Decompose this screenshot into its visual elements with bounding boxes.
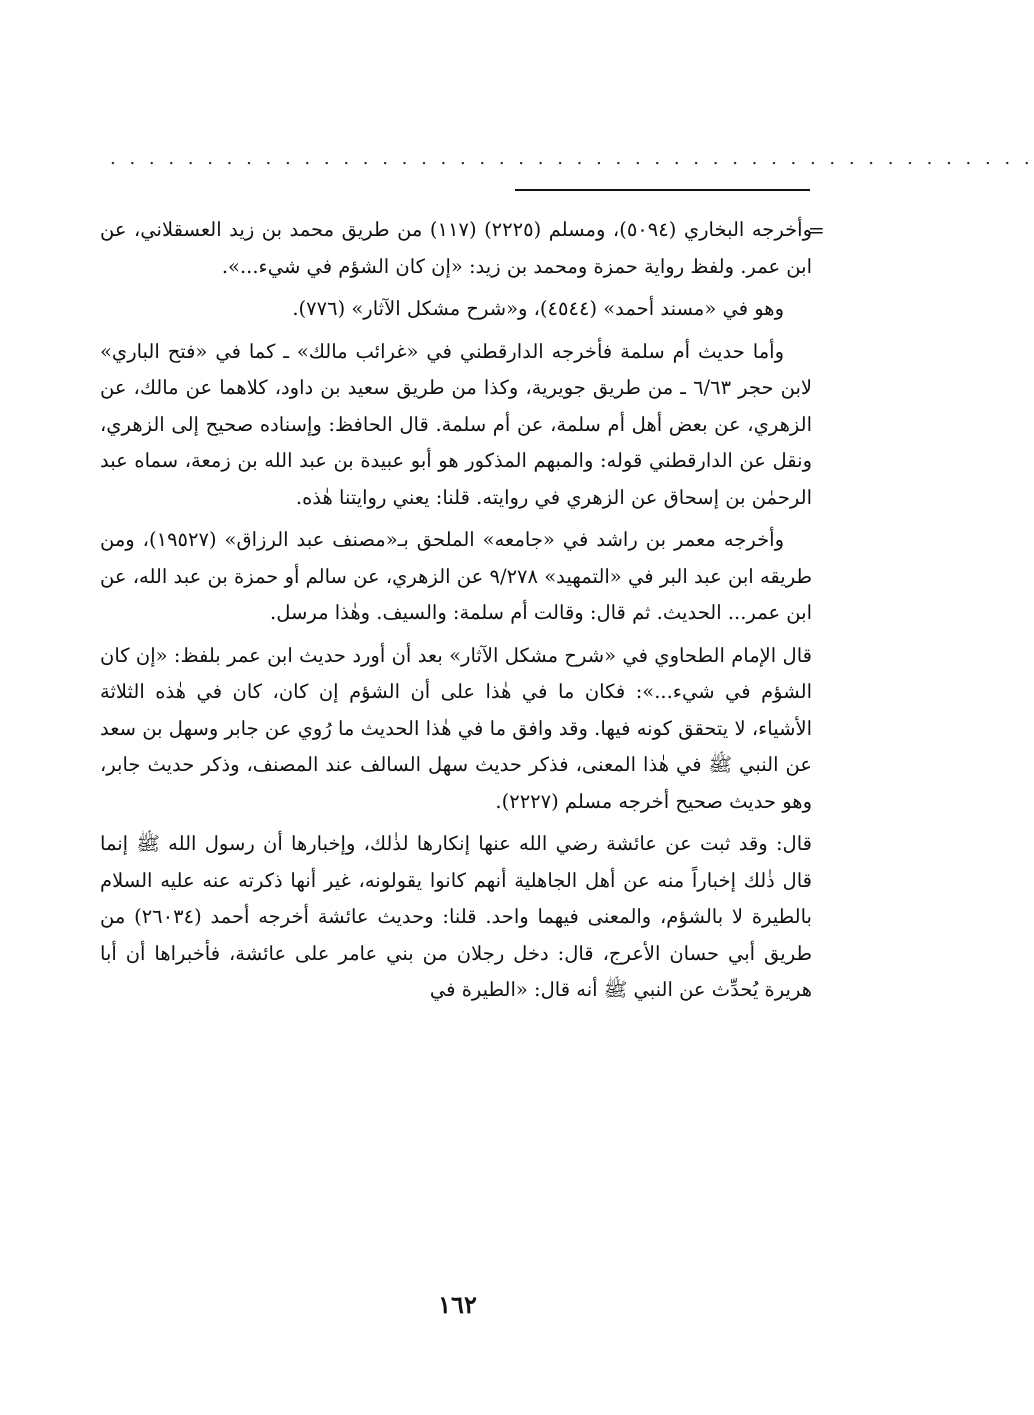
dotted-separator: . . . . . . . . . . . . . . . . . . . . . . . . . . . . . . . . . . . . . . . . . . . . . . . . [110, 148, 1034, 169]
page-number: ١٦٢ [438, 1290, 477, 1319]
paragraph-2: وهو في «مسند أحمد» (٤٥٤٤)، و«شرح مشكل الآثار» (٧٧٦). [292, 297, 784, 320]
paragraph-1: وأخرجه البخاري (٥٠٩٤)، ومسلم (٢٢٢٥) (١١٧) من طريق محمد بن زيد العسقلاني، عن ابن عمر. ولفظ رواية حمزة ومحمد بن زيد: «إن كان الشؤم في شيء...». [100, 218, 812, 278]
footnote-body [100, 212, 812, 1015]
continuation-marker: = [808, 218, 825, 242]
paragraph-6: قال: وقد ثبت عن عائشة رضي الله عنها إنكارها لذٰلك، وإخبارها أن رسول الله ﷺ إنما قال ذٰلك إخباراً منه عن أهل الجاهلية أنهم كانوا يقولونه، غير أنها ذكرته عنه عليه السلام بالطيرة لا بالشؤم، والمعنى فيهما واحد. قلنا: وحديث عائشة أخرجه أحمد (٢٦٠٣٤) من طريق أبي حسان الأعرج، قال: دخل رجلان من بني عامر على عائشة، فأخبراها أن أبا هريرة يُحدِّث عن النبي ﷺ أنه قال: «الطيرة في [100, 832, 812, 1001]
paragraph-3: وأما حديث أم سلمة فأخرجه الدارقطني في «غرائب مالك» ـ كما في «فتح الباري» لابن حجر ٦/٦٣ ـ من طريق جويرية، وكذا من طريق سعيد بن داود، كلاهما عن مالك، عن الزهري، عن بعض أهل أم سلمة، عن أم سلمة. قال الحافظ: وإسناده صحيح إلى الزهري، ونقل عن الدارقطني قوله: والمبهم المذكور هو أبو عبيدة بن عبد الله بن زمعة، سماه عبد الرحمٰن بن إسحاق عن الزهري في روايته. قلنا: يعني روايتنا هٰذه. [100, 339, 812, 509]
paragraph-4: وأخرجه معمر بن راشد في «جامعه» الملحق بـ«مصنف عبد الرزاق» (١٩٥٢٧)، ومن طريقه ابن عبد البر في «التمهيد» ٩/٢٧٨ عن الزهري، عن سالم أو حمزة بن عبد الله، عن ابن عمر... الحديث. ثم قال: وقالت أم سلمة: والسيف. وهٰذا مرسل. [100, 528, 812, 624]
paragraph-5: قال الإمام الطحاوي في «شرح مشكل الآثار» بعد أن أورد حديث ابن عمر بلفظ: «إن كان الشؤم في شيء...»: فكان ما في هٰذا على أن الشؤم إن كان، كان في هٰذه الثلاثة الأشياء، لا يتحقق كونه فيها. وقد وافق ما في هٰذا الحديث ما رُوي عن جابر وسهل بن سعد عن النبي ﷺ في هٰذا المعنى، فذكر حديث سهل السالف عند المصنف، وذكر حديث جابر، وهو حديث صحيح أخرجه مسلم (٢٢٢٧). [100, 643, 812, 813]
footnote-rule [515, 189, 810, 191]
